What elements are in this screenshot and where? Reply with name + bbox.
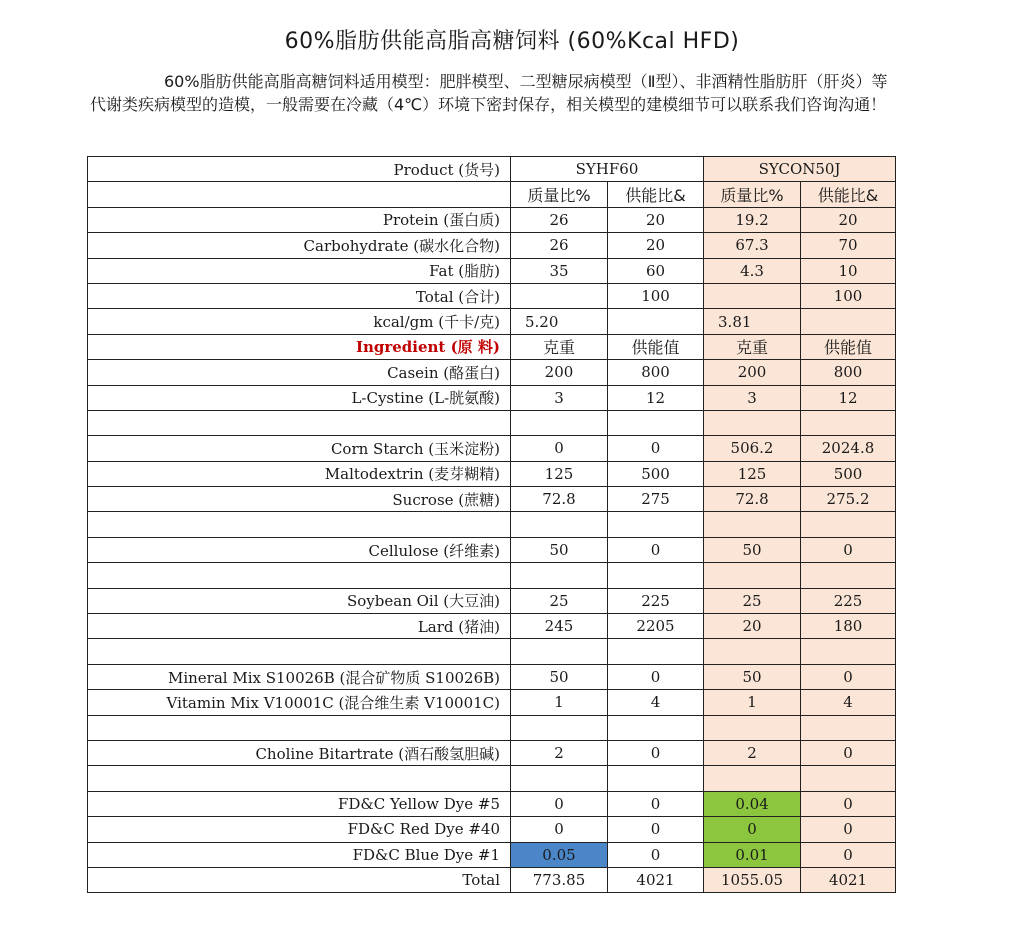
row-label: Maltodextrin (麦芽糊精) [88,461,511,486]
formula-table [87,156,896,893]
cell-a-2 [608,410,704,435]
cell-b-2: 225 [801,588,896,613]
cell-a-2: 275 [608,487,704,512]
cell-b-2: 10 [801,258,896,283]
row-label: Vitamin Mix V10001C (混合维生素 V10001C) [88,690,511,715]
cell-a-2 [608,563,704,588]
cell-a-1: 50 [511,664,608,689]
cell-a-2: 60 [608,258,704,283]
ingredient-subheader-b-weight: 克重 [704,334,801,359]
table-row [88,588,896,613]
cell-b-2 [801,410,896,435]
cell-a-1: 26 [511,233,608,258]
cell-a-1: 0 [511,436,608,461]
subheader-b-energy: 供能比& [801,182,896,207]
table-row [88,537,896,562]
row-label: kcal/gm (千卡/克) [88,309,511,334]
subheader-b-mass: 质量比% [704,182,801,207]
cell-b-2: 12 [801,385,896,410]
cell-a-2: 0 [608,740,704,765]
cell-b-2: 0 [801,664,896,689]
table-row [88,233,896,258]
cell-b-1: 2 [704,740,801,765]
cell-b-2 [801,766,896,791]
cell-b-1 [704,563,801,588]
table-row [88,867,896,892]
row-label: Corn Starch (玉米淀粉) [88,436,511,461]
table-row [88,258,896,283]
cell-a-1: 245 [511,614,608,639]
cell-b-2: 180 [801,614,896,639]
table-row [88,690,896,715]
table-row [88,740,896,765]
table-row [88,842,896,867]
product-b-header: SYCON50J [704,157,896,182]
cell-a-1: 0 [511,791,608,816]
product-a-header: SYHF60 [511,157,704,182]
table-row [88,791,896,816]
table-row [88,461,896,486]
cell-b-1 [704,512,801,537]
row-label [88,639,511,664]
cell-b-1: 1 [704,690,801,715]
cell-a-1: 125 [511,461,608,486]
cell-b-2: 0 [801,740,896,765]
cell-b-2: 100 [801,283,896,308]
cell-b-1: 0 [704,817,801,842]
cell-a-2 [608,715,704,740]
ingredient-subheader-a-weight: 克重 [511,334,608,359]
page-title: 60%脂肪供能高脂高糖饲料 (60%Kcal HFD) [284,29,740,54]
table-row [88,487,896,512]
row-label: Casein (酪蛋白) [88,360,511,385]
cell-a-2: 12 [608,385,704,410]
cell-a-1: 200 [511,360,608,385]
cell-a-1: 5.20 [511,309,608,334]
cell-a-2: 20 [608,233,704,258]
cell-b-1: 19.2 [704,207,801,232]
row-label [88,563,511,588]
row-label: Soybean Oil (大豆油) [88,588,511,613]
cell-b-2 [801,639,896,664]
table-row [88,410,896,435]
cell-b-1: 72.8 [704,487,801,512]
row-label [88,715,511,740]
cell-b-1: 0.04 [704,791,801,816]
cell-b-2: 70 [801,233,896,258]
cell-b-2 [801,715,896,740]
cell-b-1: 200 [704,360,801,385]
row-label: FD&C Red Dye #40 [88,817,511,842]
cell-a-2: 4 [608,690,704,715]
cell-b-2: 4021 [801,867,896,892]
row-label: Total [88,867,511,892]
row-label: Total (合计) [88,283,511,308]
cell-a-1: 26 [511,207,608,232]
cell-a-2: 500 [608,461,704,486]
cell-a-1 [511,283,608,308]
cell-a-1: 0.05 [511,842,608,867]
table-row [88,207,896,232]
cell-b-2: 0 [801,817,896,842]
cell-b-1: 67.3 [704,233,801,258]
cell-a-1 [511,563,608,588]
cell-a-1: 0 [511,817,608,842]
cell-a-2: 0 [608,842,704,867]
cell-b-1: 506.2 [704,436,801,461]
cell-a-2 [608,766,704,791]
product-label: Product (货号) [88,157,511,182]
row-label [88,410,511,435]
cell-a-1: 35 [511,258,608,283]
cell-a-2: 0 [608,817,704,842]
cell-a-1: 25 [511,588,608,613]
cell-a-1 [511,715,608,740]
cell-a-2: 225 [608,588,704,613]
row-label: Choline Bitartrate (酒石酸氢胆碱) [88,740,511,765]
row-label: Sucrose (蔗糖) [88,487,511,512]
cell-a-1 [511,410,608,435]
cell-b-1: 50 [704,537,801,562]
cell-a-2: 20 [608,207,704,232]
cell-a-1: 1 [511,690,608,715]
cell-a-2: 0 [608,537,704,562]
cell-a-2: 0 [608,436,704,461]
cell-b-1 [704,639,801,664]
cell-a-2: 4021 [608,867,704,892]
cell-b-1: 3.81 [704,309,801,334]
cell-b-1: 3 [704,385,801,410]
cell-b-1: 4.3 [704,258,801,283]
row-label: FD&C Blue Dye #1 [88,842,511,867]
cell-b-2: 4 [801,690,896,715]
cell-a-2: 100 [608,283,704,308]
product-row [88,157,896,182]
intro-text: 60%脂肪供能高脂高糖饲料适用模型：肥胖模型、二型糖尿病模型（Ⅱ型）、非酒精性脂肪肝（肝炎）等代谢类疾病模型的造模，一般需要在冷藏（4℃）环境下密封保存，相关模型的建模细节可以联系我们咨询沟通！ [90,72,888,114]
table-row [88,283,896,308]
cell-b-2: 800 [801,360,896,385]
subheader-a-energy: 供能比& [608,182,704,207]
ingredient-header-row [88,334,896,359]
table-row [88,817,896,842]
cell-b-1: 0.01 [704,842,801,867]
cell-a-2 [608,639,704,664]
cell-a-2: 0 [608,664,704,689]
row-label: Cellulose (纤维素) [88,537,511,562]
row-label [88,512,511,537]
cell-b-2: 0 [801,791,896,816]
cell-b-1: 1055.05 [704,867,801,892]
row-label: Fat (脂肪) [88,258,511,283]
cell-a-2 [608,309,704,334]
ingredient-label: Ingredient (原 料) [88,334,511,359]
table-row [88,715,896,740]
cell-b-2: 2024.8 [801,436,896,461]
row-label: Lard (猪油) [88,614,511,639]
row-label: FD&C Yellow Dye #5 [88,791,511,816]
table-row [88,614,896,639]
table-row [88,766,896,791]
cell-a-1 [511,512,608,537]
table-row [88,664,896,689]
cell-b-2: 20 [801,207,896,232]
cell-b-1: 25 [704,588,801,613]
table-row [88,436,896,461]
cell-b-1: 125 [704,461,801,486]
cell-b-1: 50 [704,664,801,689]
cell-b-2: 0 [801,842,896,867]
cell-b-2 [801,512,896,537]
cell-a-1: 72.8 [511,487,608,512]
cell-b-1 [704,766,801,791]
cell-a-1: 3 [511,385,608,410]
intro-paragraph [90,70,890,116]
ingredient-subheader-a-energy: 供能值 [608,334,704,359]
cell-b-1 [704,715,801,740]
table-row [88,309,896,334]
row-label: Protein (蛋白质) [88,207,511,232]
table-row [88,385,896,410]
subheader-a-mass: 质量比% [511,182,608,207]
table-row [88,639,896,664]
cell-b-2: 275.2 [801,487,896,512]
cell-b-2: 0 [801,537,896,562]
cell-b-2: 500 [801,461,896,486]
subheader-blank [88,182,511,207]
cell-b-1: 20 [704,614,801,639]
row-label: L-Cystine (L-胱氨酸) [88,385,511,410]
row-label [88,766,511,791]
cell-b-1 [704,410,801,435]
table-row [88,512,896,537]
cell-a-2: 0 [608,791,704,816]
cell-a-1: 50 [511,537,608,562]
cell-b-2 [801,563,896,588]
cell-a-2: 2205 [608,614,704,639]
row-label: Mineral Mix S10026B (混合矿物质 S10026B) [88,664,511,689]
cell-a-1 [511,766,608,791]
cell-a-2 [608,512,704,537]
cell-a-1: 773.85 [511,867,608,892]
cell-b-1 [704,283,801,308]
cell-a-1 [511,639,608,664]
ingredient-subheader-b-energy: 供能值 [801,334,896,359]
table-row [88,563,896,588]
subheader-row [88,182,896,207]
cell-b-2 [801,309,896,334]
table-row [88,360,896,385]
cell-a-1: 2 [511,740,608,765]
cell-a-2: 800 [608,360,704,385]
row-label: Carbohydrate (碳水化合物) [88,233,511,258]
